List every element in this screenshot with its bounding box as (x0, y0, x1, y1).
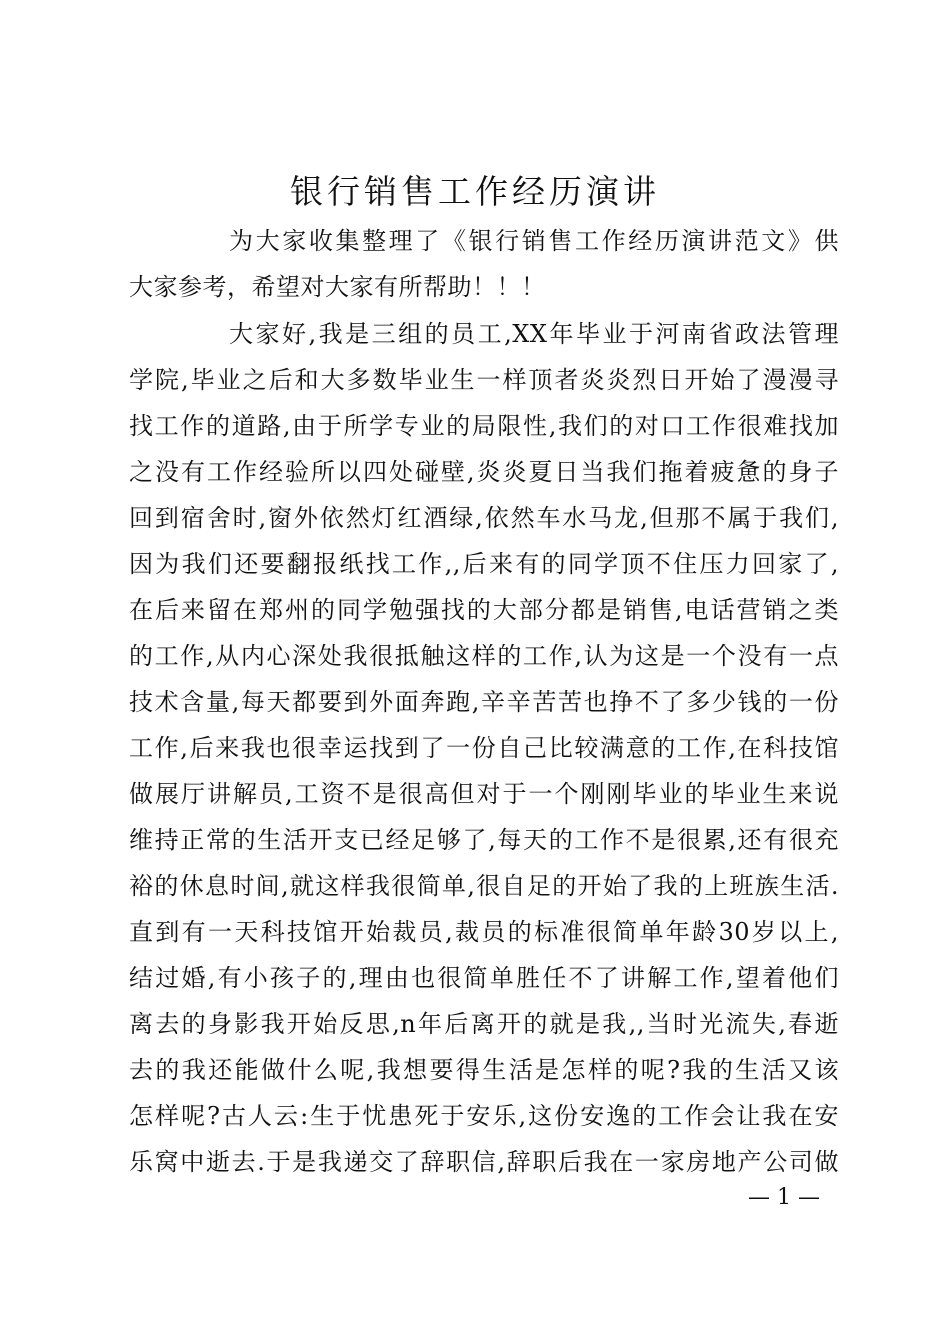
body-line-12: 维持正常的生活开支已经足够了,每天的工作不是很累,还有很充 (129, 826, 839, 854)
body-line-8: 的工作,从内心深处我很抵触这样的工作,认为这是一个没有一点 (129, 642, 839, 670)
intro-line-2: 大家参考，希望对大家有所帮助！！！ (129, 273, 546, 301)
intro-line-1: 为大家收集整理了《银行销售工作经历演讲范文》供 (229, 227, 839, 255)
body-line-9: 技术含量,每天都要到外面奔跑,辛辛苦苦也挣不了多少钱的一份 (129, 688, 839, 716)
body-line-3: 找工作的道路,由于所学专业的局限性,我们的对口工作很难找加 (129, 412, 839, 440)
body-line-11: 做展厅讲解员,工资不是很高但对于一个刚刚毕业的毕业生来说 (129, 780, 839, 808)
document-title: 银行销售工作经历演讲 (290, 172, 660, 211)
body-line-5: 回到宿舍时,窗外依然灯红酒绿,依然车水马龙,但那不属于我们, (129, 504, 839, 532)
body-line-4: 之没有工作经验所以四处碰壁,炎炎夏日当我们拖着疲惫的身子 (129, 458, 839, 486)
body-line-6: 因为我们还要翻报纸找工作,,后来有的同学顶不住压力回家了, (129, 550, 839, 578)
body-line-13: 裕的休息时间,就这样我很简单,很自足的开始了我的上班族生活. (129, 872, 839, 900)
body-line-19: 乐窝中逝去.于是我递交了辞职信,辞职后我在一家房地产公司做 (129, 1148, 839, 1176)
body-line-14: 直到有一天科技馆开始裁员,裁员的标准很简单年龄30岁以上, (129, 918, 839, 946)
body-line-16: 离去的身影我开始反思,n年后离开的就是我,,当时光流失,春逝 (129, 1010, 839, 1038)
body-line-18: 怎样呢?古人云:生于忧患死于安乐,这份安逸的工作会让我在安 (129, 1102, 839, 1130)
body-line-15: 结过婚,有小孩子的,理由也很简单胜任不了讲解工作,望着他们 (129, 964, 839, 992)
body-line-17: 去的我还能做什么呢,我想要得生活是怎样的呢?我的生活又该 (129, 1056, 839, 1084)
page-number: — 1 — (748, 1185, 820, 1210)
body-line-2: 学院,毕业之后和大多数毕业生一样顶者炎炎烈日开始了漫漫寻 (129, 366, 839, 394)
body-line-10: 工作,后来我也很幸运找到了一份自己比较满意的工作,在科技馆 (129, 734, 839, 762)
body-line-7: 在后来留在郑州的同学勉强找的大部分都是销售,电话营销之类 (129, 596, 839, 624)
body-line-1: 大家好,我是三组的员工,XX年毕业于河南省政法管理 (229, 320, 839, 348)
